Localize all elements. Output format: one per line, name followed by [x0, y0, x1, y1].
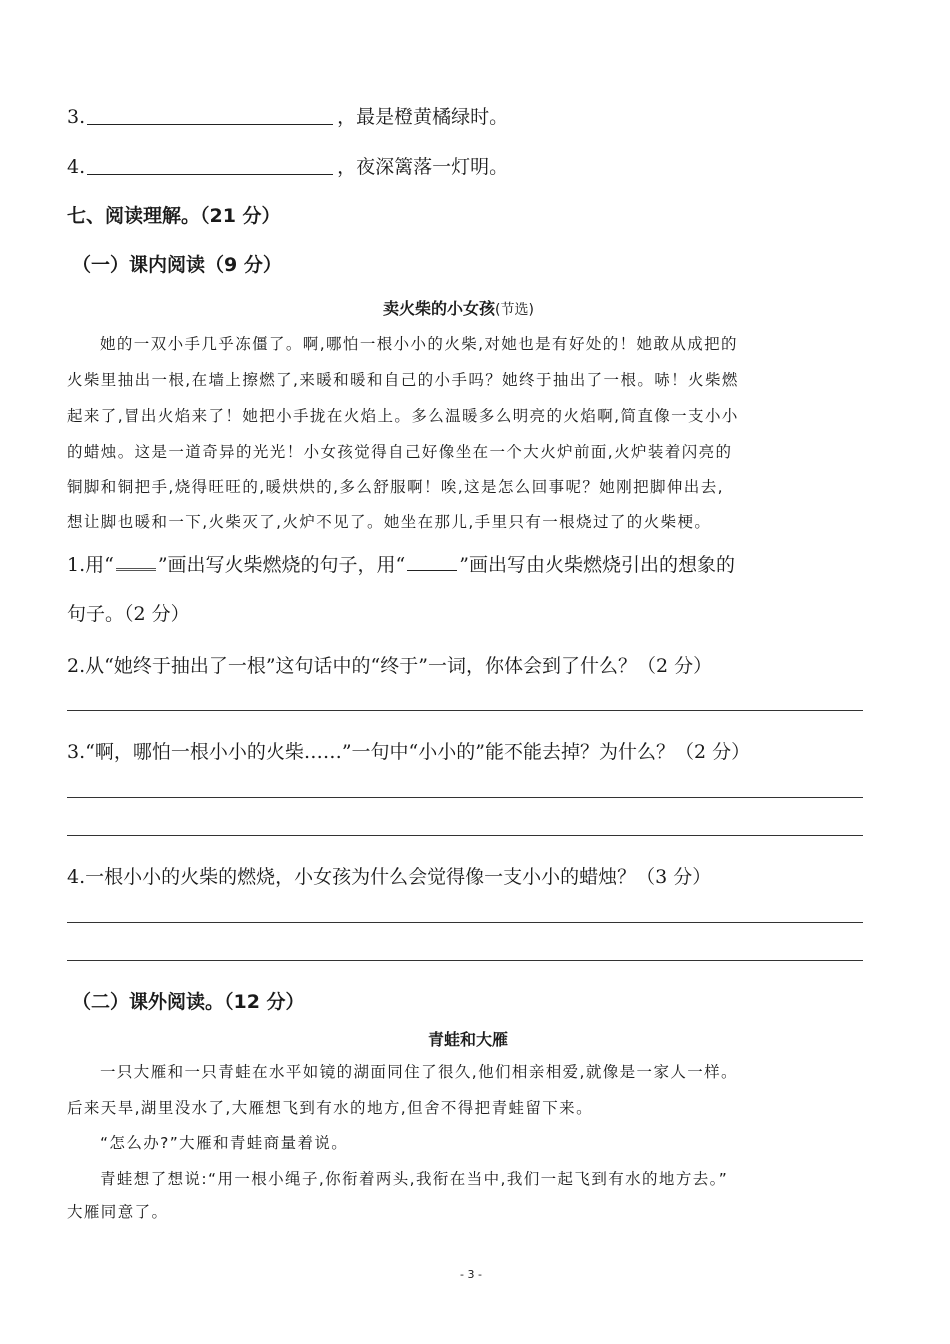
- passage-line: 一只大雁和一只青蛙在水平如镜的湖面同住了很久,他们相亲相爱,就像是一家人一样。: [100, 1063, 738, 1081]
- passage-line: 起来了,冒出火焰来了！她把小手拢在火焰上。多么温暖多么明亮的火焰啊,简直像一支小小: [67, 407, 739, 425]
- question-4: 4.一根小小的火柴的燃烧，小女孩为什么会觉得像一支小小的蜡烛？（3 分）: [67, 866, 712, 888]
- answer-blank[interactable]: [87, 104, 333, 125]
- passage-line: 的蜡烛。这是一道奇异的光光！小女孩觉得自己好像坐在一个大火炉前面,火炉装着闪亮的: [67, 443, 733, 461]
- passage-line: 大雁同意了。: [67, 1203, 169, 1221]
- question-1-continued: 句子。（2 分）: [67, 603, 190, 625]
- part1-passage-title: [383, 296, 534, 319]
- section-title: 七、阅读理解。（21 分）: [67, 205, 281, 227]
- passage-line: 铜脚和铜把手,烧得旺旺的,暖烘烘的,多么舒服啊！唉,这是怎么回事呢？她刚把脚伸出去,: [67, 478, 724, 496]
- item-number: 4.: [67, 156, 86, 178]
- passage-title-note: (节选): [495, 302, 534, 318]
- answer-line[interactable]: [67, 835, 863, 836]
- fill-in-item-4: [67, 152, 508, 179]
- answer-blank[interactable]: [87, 154, 333, 175]
- wavy-underline-sample: [116, 554, 156, 571]
- answer-line[interactable]: [67, 797, 863, 798]
- item-text: ，最是橙黄橘绿时。: [337, 106, 509, 128]
- passage-line: 后来天旱,湖里没水了,大雁想飞到有水的地方,但舍不得把青蛙留下来。: [67, 1099, 593, 1117]
- answer-line[interactable]: [67, 960, 863, 961]
- passage-line: 她的一双小手几乎冻僵了。啊,哪怕一根小小的火柴,对她也是有好处的！她敢从成把的: [100, 335, 738, 353]
- passage-line: 火柴里抽出一根,在墙上擦燃了,来暖和暖和自己的小手吗？她终于抽出了一根。哧！火柴燃: [67, 371, 739, 389]
- passage-title-text: 卖火柴的小女孩: [383, 299, 496, 318]
- question-3: 3.“啊，哪怕一根小小的火柴……”一句中“小小的”能不能去掉？为什么？（2 分）: [67, 741, 751, 763]
- item-text: ，夜深篱落一灯明。: [337, 156, 509, 178]
- question-text: ”画出写火柴燃烧的句子，用“: [157, 554, 406, 576]
- part2-heading: （二）课外阅读。（12 分）: [72, 991, 305, 1013]
- straight-underline-sample: [407, 556, 457, 571]
- question-2: 2.从“她终于抽出了一根”这句话中的“终于”一词，你体会到了什么？（2 分）: [67, 655, 713, 677]
- passage-line: 想让脚也暖和一下,火柴灭了,火炉不见了。她坐在那儿,手里只有一根烧过了的火柴梗。: [67, 513, 712, 531]
- passage-line: 青蛙想了想说:“用一根小绳子,你衔着两头,我衔在当中,我们一起飞到有水的地方去。”: [100, 1170, 729, 1188]
- passage-line: “怎么办?”大雁和青蛙商量着说。: [100, 1134, 349, 1152]
- question-text: 1.用“: [67, 554, 114, 576]
- answer-line[interactable]: [67, 710, 863, 711]
- fill-in-item-3: [67, 102, 508, 129]
- part1-heading: （一）课内阅读（9 分）: [72, 254, 282, 276]
- answer-line[interactable]: [67, 922, 863, 923]
- part2-passage-title: 青蛙和大雁: [428, 1030, 509, 1049]
- item-number: 3.: [67, 106, 86, 128]
- question-text: ”画出写由火柴燃烧引出的想象的: [459, 554, 735, 576]
- page-number: - 3 -: [460, 1268, 482, 1281]
- question-1: [67, 550, 735, 577]
